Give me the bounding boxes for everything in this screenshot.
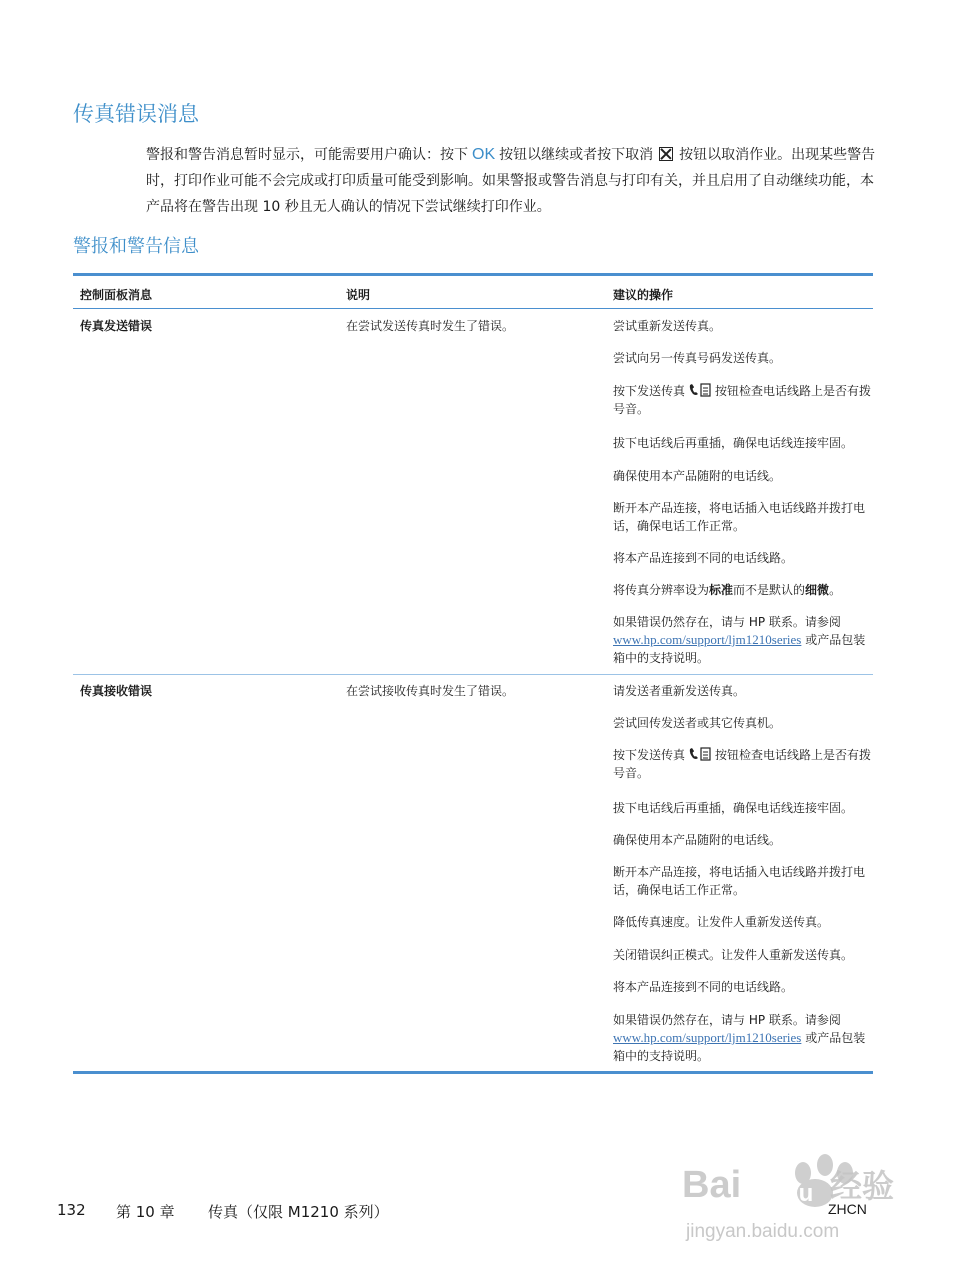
row2-action-1: 请发送者重新发送传真。 — [613, 684, 746, 698]
header-actions: 建议的操作 — [613, 288, 674, 302]
row2-action-5: 确保使用本产品随附的电话线。 — [613, 833, 782, 847]
header-description: 说明 — [346, 288, 371, 302]
row1-description: 在尝试发送传真时发生了错误。 — [346, 319, 515, 333]
send-fax-icon — [688, 383, 712, 397]
watermark-brand-c: 经验 — [830, 1167, 895, 1205]
ok-button-label: OK — [472, 146, 496, 163]
row1-action-3: 按下发送传真 按钮检查电话线路上是否有拨号音。 — [613, 384, 872, 416]
send-fax-icon — [688, 747, 712, 761]
table-top-rule — [73, 273, 873, 276]
intro-text-3: 按钮以取消作业。出现某些警告时，打印作业可能不会完成或打印质量可能受到影响。如果警报或警告消息与打印有关，并且启用了自动继续功能，本产品将在警告出现 10 秒且无人确认的情况下尝试继续打印作业。 — [146, 147, 876, 215]
support-link[interactable]: www.hp.com/support/ljm1210series — [613, 1030, 802, 1045]
support-link[interactable]: www.hp.com/support/ljm1210series — [613, 632, 802, 647]
row1-action-4: 拔下电话线后再重插，确保电话线连接牢固。 — [613, 436, 854, 450]
row2-action-4: 拔下电话线后再重插，确保电话线连接牢固。 — [613, 801, 854, 815]
intro-text-2: 按钮以继续或者按下取消 — [499, 147, 654, 163]
row-divider — [73, 674, 873, 675]
locale-code: ZHCN — [828, 1201, 867, 1217]
table-header-rule — [73, 308, 873, 309]
subsection-title: 警报和警告信息 — [73, 236, 199, 257]
watermark-brand-b: du — [784, 1180, 814, 1207]
row1-action-2: 尝试向另一传真号码发送传真。 — [613, 351, 782, 365]
intro-paragraph — [146, 142, 876, 220]
row1-action-8: 将传真分辨率设为标准而不是默认的细微。 — [613, 583, 842, 597]
chapter-title: 传真（仅限 M1210 系列） — [208, 1203, 389, 1221]
row1-action-6: 断开本产品连接，将电话插入电话线路并拨打电话，确保电话工作正常。 — [613, 501, 866, 533]
page-number: 132 — [57, 1201, 86, 1219]
row2-action-9: 将本产品连接到不同的电话线路。 — [613, 980, 794, 994]
intro-text-1: 警报和警告消息暂时显示，可能需要用户确认：按下 — [146, 147, 468, 163]
row1-action-9: 如果错误仍然存在，请与 HP 联系。请参阅 www.hp.com/support/ljm1210series 或产品包装箱中的支持说明。 — [613, 615, 866, 665]
header-message: 控制面板消息 — [80, 288, 153, 302]
row2-description: 在尝试接收传真时发生了错误。 — [346, 684, 515, 698]
row1-message: 传真发送错误 — [80, 319, 153, 333]
row2-action-6: 断开本产品连接，将电话插入电话线路并拨打电话，确保电话工作正常。 — [613, 865, 866, 897]
section-title: 传真错误消息 — [73, 102, 199, 126]
row2-action-3: 按下发送传真 按钮检查电话线路上是否有拨号音。 — [613, 748, 872, 780]
chapter-label: 第 10 章 — [116, 1203, 175, 1221]
cancel-x-icon — [659, 147, 673, 161]
row2-action-7: 降低传真速度。让发件人重新发送传真。 — [613, 915, 830, 929]
watermark-url: jingyan.baidu.com — [686, 1221, 840, 1242]
baidu-jingyan-watermark — [680, 1135, 905, 1255]
row2-action-10: 如果错误仍然存在，请与 HP 联系。请参阅 www.hp.com/support/ljm1210series 或产品包装箱中的支持说明。 — [613, 1013, 866, 1063]
row1-action-7: 将本产品连接到不同的电话线路。 — [613, 551, 794, 565]
table-bottom-rule — [73, 1071, 873, 1074]
row2-action-2: 尝试回传发送者或其它传真机。 — [613, 716, 782, 730]
row1-action-1: 尝试重新发送传真。 — [613, 319, 722, 333]
row1-action-5: 确保使用本产品随附的电话线。 — [613, 469, 782, 483]
watermark-brand-a: Bai — [682, 1164, 742, 1206]
row2-message: 传真接收错误 — [80, 684, 153, 698]
row2-action-8: 关闭错误纠正模式。让发件人重新发送传真。 — [613, 948, 854, 962]
